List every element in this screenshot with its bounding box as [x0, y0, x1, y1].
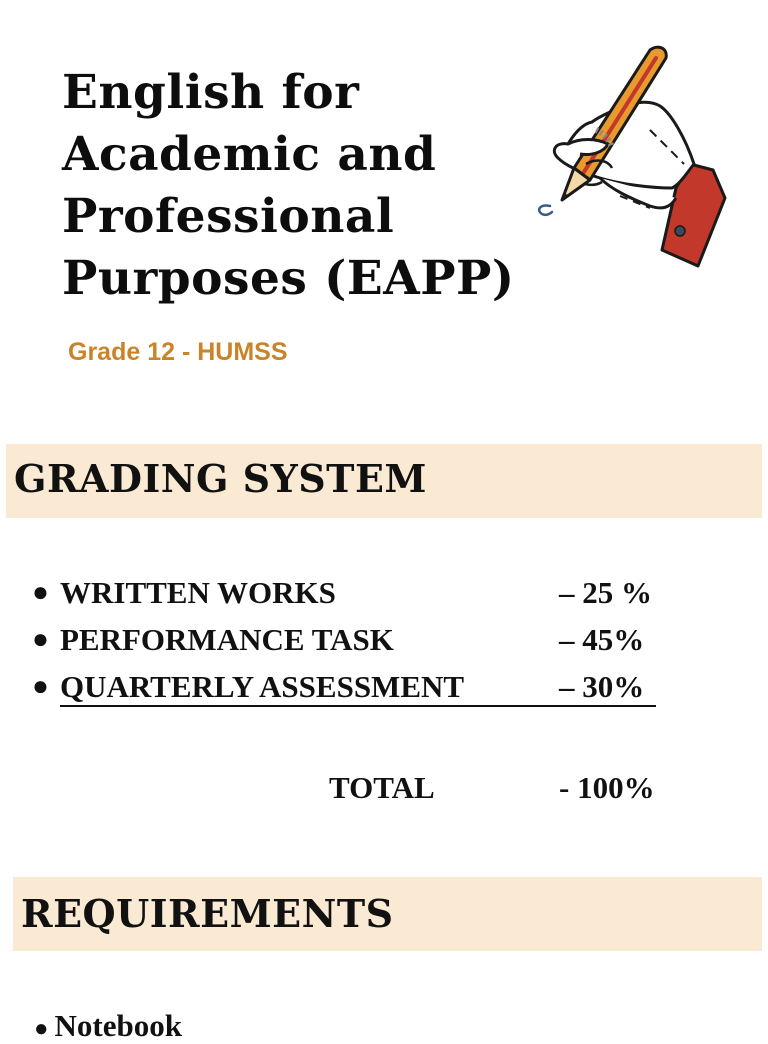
requirements-header: [13, 877, 762, 951]
grading-item-label: PERFORMANCE TASK: [60, 622, 394, 657]
total-value: - 100%: [559, 770, 655, 805]
total-label: TOTAL: [329, 770, 435, 805]
grading-item: [32, 575, 732, 622]
bullet-icon: ●: [34, 1016, 55, 1042]
grading-system-header: [6, 444, 762, 518]
grading-item: [32, 669, 732, 716]
grading-system-heading: GRADING SYSTEM: [14, 456, 427, 501]
grading-item-value: – 45%: [559, 622, 645, 657]
hand-writing-with-pencil-icon: [500, 38, 740, 273]
grading-item: [32, 622, 732, 669]
title-line: Professional: [62, 189, 395, 244]
requirements-heading: REQUIREMENTS: [21, 891, 394, 936]
grading-item-value: – 30%: [559, 669, 645, 704]
grading-item-value: – 25 %: [559, 575, 652, 610]
requirement-item: [34, 1008, 182, 1044]
grading-item-label: QUARTERLY ASSESSMENT: [60, 669, 465, 704]
underline-divider: [60, 705, 656, 707]
page-title: [62, 62, 515, 310]
grading-list: [32, 575, 732, 716]
grading-item-label: WRITTEN WORKS: [60, 575, 336, 610]
title-line: English for: [62, 65, 360, 120]
title-line: Purposes (EAPP): [62, 251, 515, 306]
requirement-label: Notebook: [54, 1008, 182, 1043]
bullet-icon: ●: [32, 624, 49, 655]
bullet-icon: ●: [32, 671, 49, 702]
grading-total: [0, 770, 768, 810]
bullet-icon: ●: [32, 577, 49, 608]
title-line: Academic and: [62, 127, 437, 182]
subtitle: Grade 12 - HUMSS: [68, 338, 288, 366]
